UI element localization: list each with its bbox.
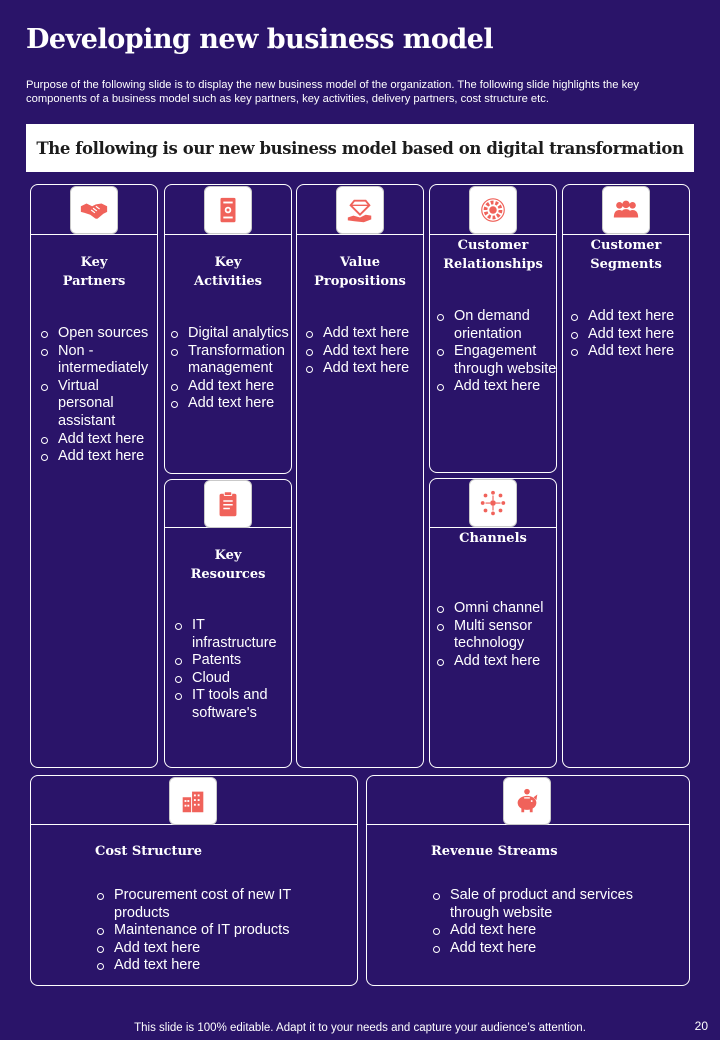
- list-item: IT tools and software's: [173, 687, 291, 722]
- block-key-activities: [164, 184, 292, 474]
- block-cost-structure: [30, 775, 358, 986]
- list-item: On demand orientation: [435, 308, 557, 343]
- list-item: Add text here: [169, 395, 293, 413]
- block-key-partners: [30, 184, 158, 768]
- list-item: Digital analytics: [169, 325, 293, 343]
- list-item: Add text here: [435, 653, 557, 671]
- block-divider: [165, 234, 291, 235]
- list-item: Add text here: [39, 431, 157, 449]
- list-item: Engagement through website: [435, 343, 557, 378]
- list-item: Add text here: [169, 378, 293, 396]
- block-list: [173, 617, 291, 723]
- list-item: Multi sensor technology: [435, 618, 557, 653]
- network-dots-icon: [469, 479, 517, 527]
- list-item: Transformation management: [169, 343, 293, 378]
- purpose-text: Purpose of the following slide is to display the new business model of the organization. The following slide highlights the key components of a business model such as key partners, key activities, delivery partners, cost structure etc.: [26, 79, 639, 105]
- list-item: Non - intermediately: [39, 343, 157, 378]
- list-item: Add text here: [304, 325, 424, 343]
- list-item: Add text here: [304, 343, 424, 361]
- block-title: Customer Segments: [590, 238, 662, 272]
- list-item: Add text here: [431, 940, 661, 958]
- block-divider: [31, 234, 157, 235]
- list-item: Virtual personal assistant: [39, 378, 157, 431]
- piggy-bank-icon: [503, 777, 551, 825]
- block-customer-relationships: [429, 184, 557, 473]
- gear-network-icon: [469, 186, 517, 234]
- list-item: Add text here: [95, 957, 325, 975]
- list-item: IT infrastructure: [173, 617, 291, 652]
- list-item: Add text here: [431, 922, 661, 940]
- block-title: Cost Structure: [95, 844, 203, 859]
- block-title: Key Resources: [190, 548, 266, 582]
- document-icon: [204, 186, 252, 234]
- list-item: Add text here: [569, 343, 690, 361]
- block-title: Key Partners: [62, 255, 126, 289]
- list-item: Procurement cost of new IT products: [95, 887, 325, 922]
- list-item: Add text here: [569, 308, 690, 326]
- block-list: [39, 325, 157, 466]
- block-revenue-streams: [366, 775, 690, 986]
- banner: [26, 124, 694, 172]
- list-item: Add text here: [304, 360, 424, 378]
- block-customer-segments: [562, 184, 690, 768]
- list-item: Add text here: [95, 940, 325, 958]
- list-item: Add text here: [435, 378, 557, 396]
- block-list: [431, 887, 661, 957]
- block-key-resources: [164, 479, 292, 768]
- banner-text: The following is our new business model based on digital transformation: [36, 138, 684, 158]
- handshake-icon: [70, 186, 118, 234]
- people-group-icon: [602, 186, 650, 234]
- block-title: Revenue Streams: [431, 844, 558, 859]
- list-item: Patents: [173, 652, 291, 670]
- block-list: [435, 308, 557, 396]
- footer-note: This slide is 100% editable. Adapt it to your needs and capture your audience’s attention.: [134, 1022, 586, 1034]
- block-divider: [563, 234, 689, 235]
- page-number: 20: [694, 1019, 708, 1033]
- list-item: Omni channel: [435, 600, 557, 618]
- block-divider: [430, 234, 556, 235]
- clipboard-icon: [204, 480, 252, 528]
- block-divider: [297, 234, 423, 235]
- block-list: [304, 325, 424, 378]
- list-item: Maintenance of IT products: [95, 922, 325, 940]
- block-divider: [430, 527, 556, 528]
- list-item: Add text here: [569, 326, 690, 344]
- diamond-hand-icon: [336, 186, 384, 234]
- block-title: Value Propositions: [314, 255, 406, 289]
- block-title: Key Activities: [194, 255, 262, 289]
- slide-title: Developing new business model: [26, 24, 494, 55]
- block-list: [169, 325, 293, 413]
- block-list: [95, 887, 325, 975]
- list-item: Cloud: [173, 670, 291, 688]
- list-item: Open sources: [39, 325, 157, 343]
- list-item: Add text here: [39, 448, 157, 466]
- building-cost-icon: [169, 777, 217, 825]
- block-channels: [429, 478, 557, 768]
- block-value-propositions: [296, 184, 424, 768]
- list-item: Sale of product and services through website: [431, 887, 661, 922]
- block-list: [569, 308, 690, 361]
- block-title: Channels: [459, 531, 527, 546]
- block-list: [435, 600, 557, 670]
- block-title: Customer Relationships: [443, 238, 543, 272]
